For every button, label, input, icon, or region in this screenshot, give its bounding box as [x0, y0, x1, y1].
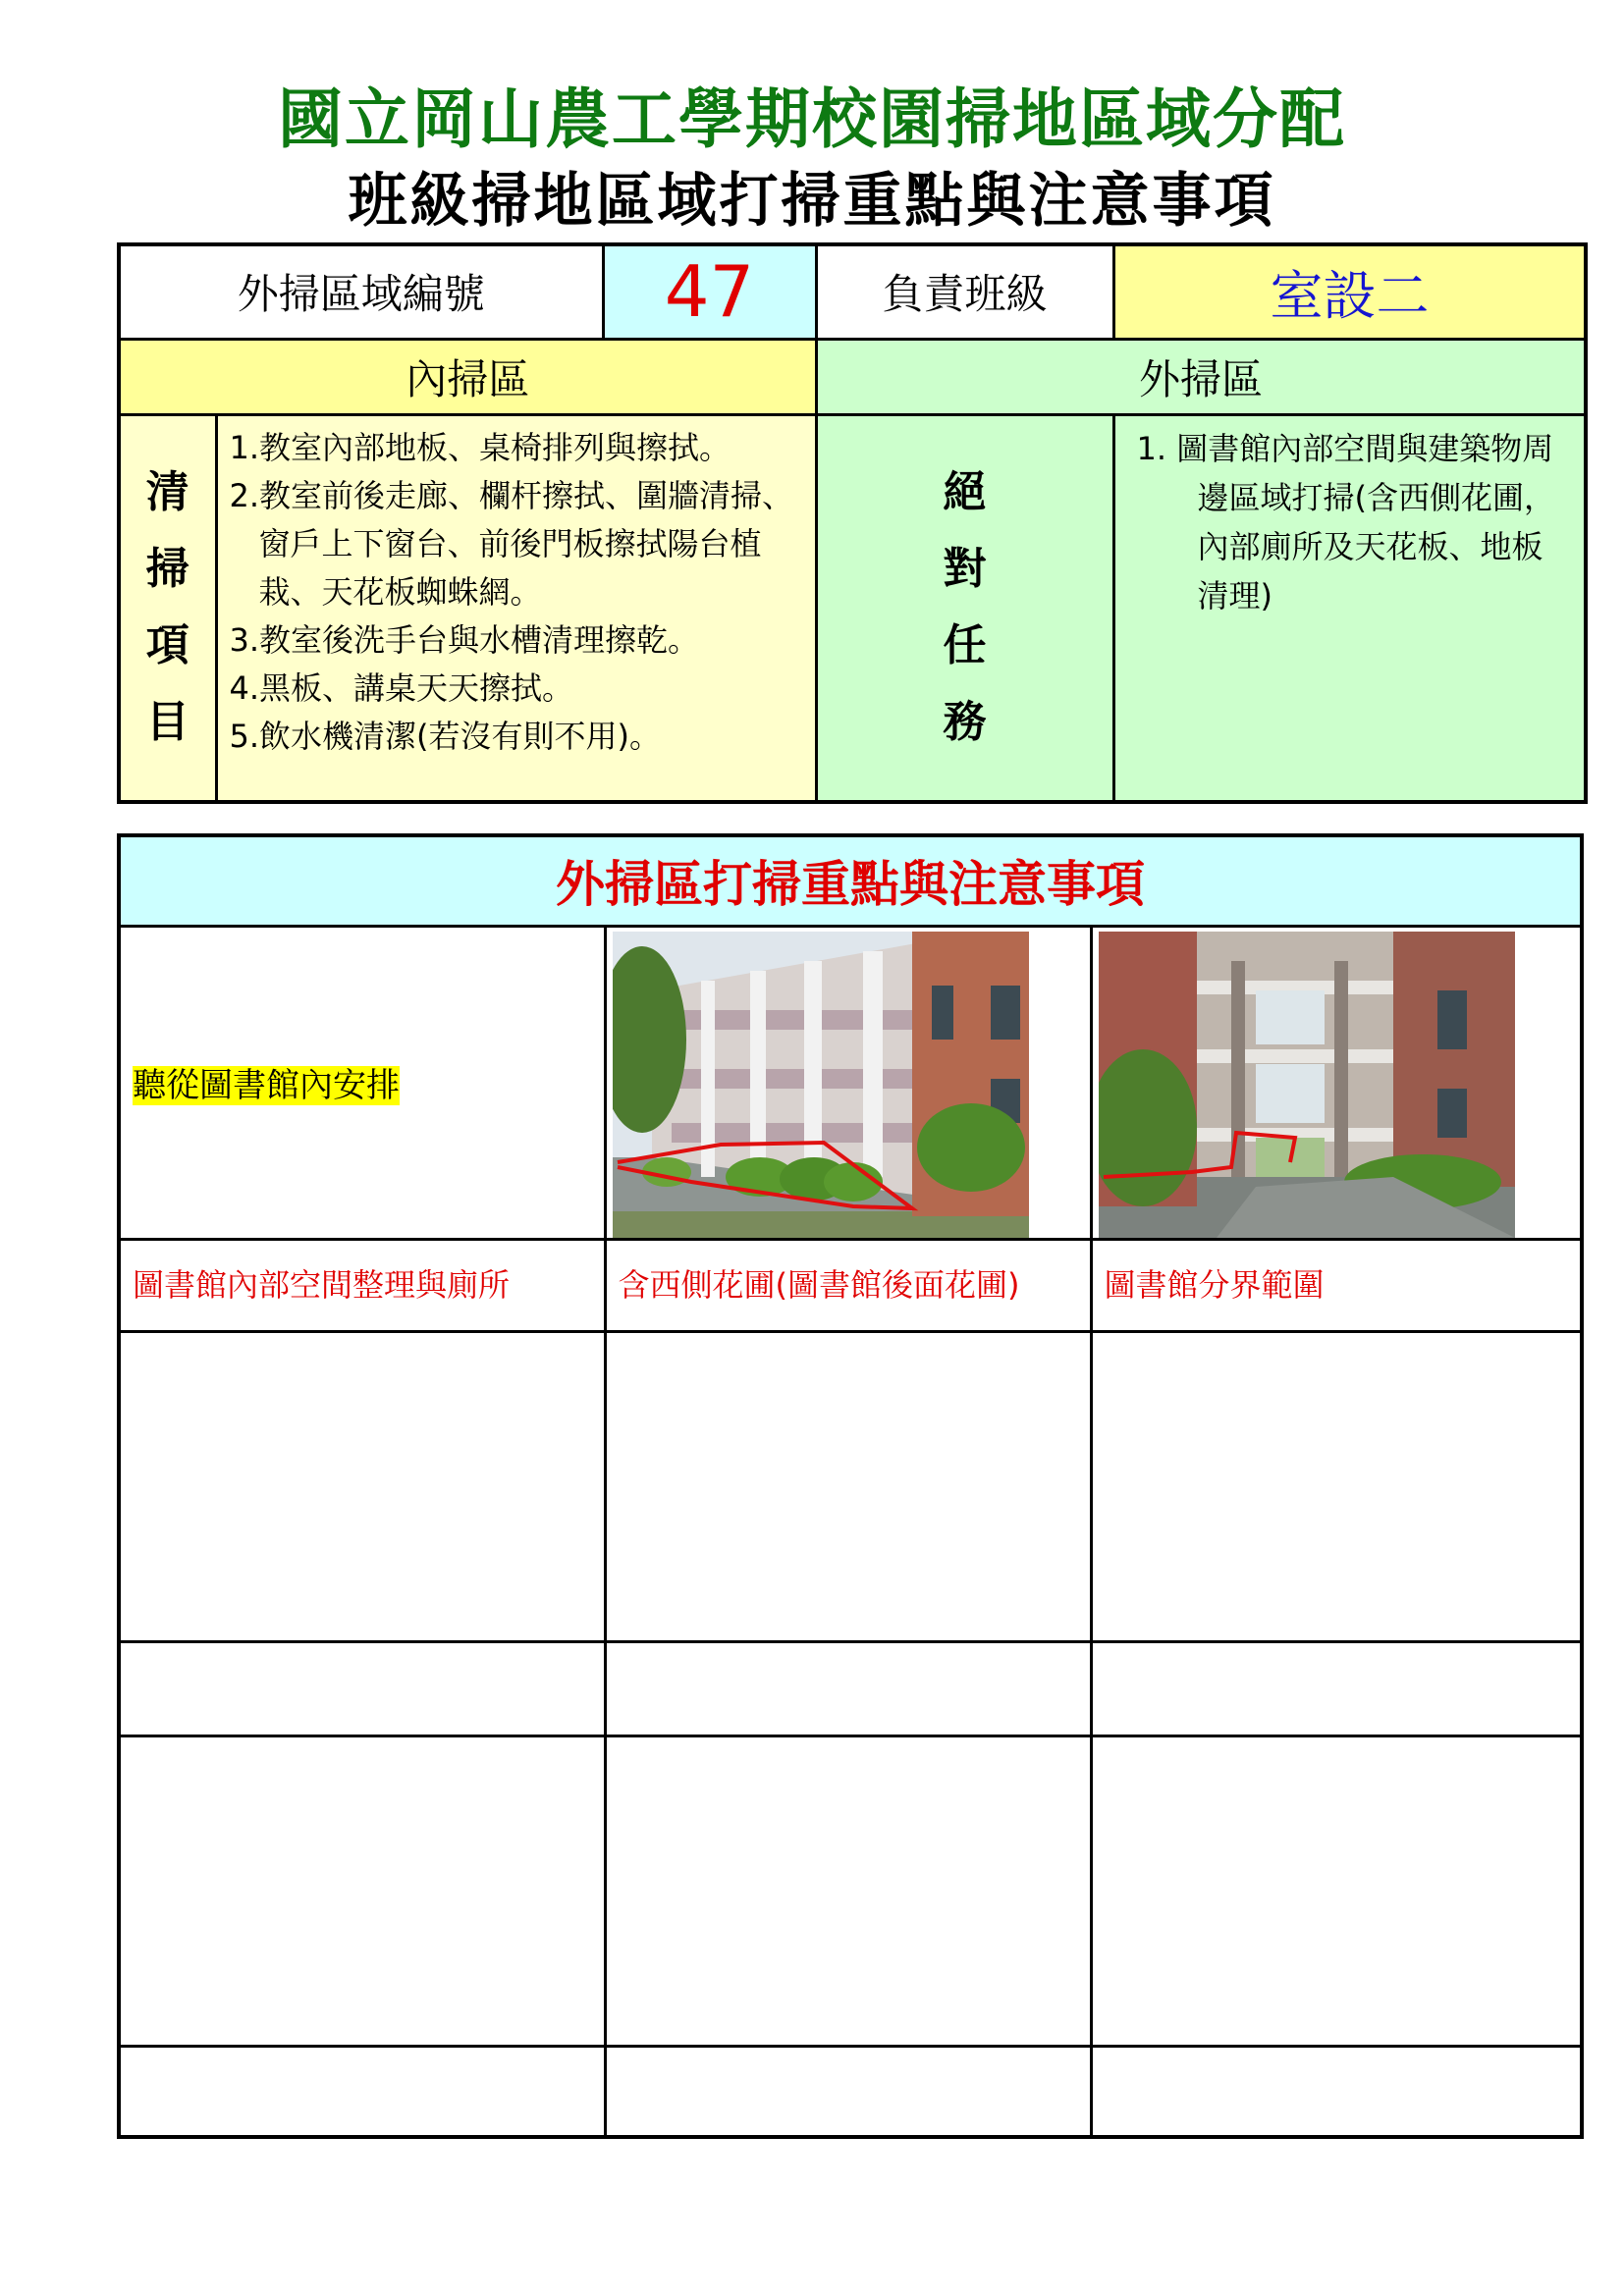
page-subtitle: 班級掃地區域打掃重點與注意事項 — [348, 167, 1276, 236]
empty-caption-cell — [1091, 2047, 1582, 2137]
photo-boundary — [1091, 926, 1582, 1239]
assignment-table — [117, 242, 1588, 804]
area-number-label: 外掃區域編號 — [119, 244, 603, 339]
caption-west-garden: 含西側花圃(圖書館後面花圃) — [605, 1239, 1091, 1331]
west-garden-photo — [613, 932, 1029, 1238]
empty-photo-cell — [1091, 1331, 1582, 1641]
instruction-note — [119, 926, 605, 1239]
empty-photo-cell — [119, 1736, 605, 2047]
page-title: 國立岡山農工學期校園掃地區域分配 — [278, 81, 1346, 157]
outer-task-list — [1113, 414, 1586, 802]
empty-caption-cell — [119, 1642, 605, 1736]
list-item: 5.飲水機清潔(若沒有則不用)。 — [229, 717, 662, 755]
class-name: 室設二 — [1113, 244, 1586, 339]
notes-table — [117, 833, 1584, 2139]
empty-caption-cell — [119, 2047, 605, 2137]
list-item: 2.教室前後走廊、欄杆擦拭、圍牆清掃、窗戶上下窗台、前後門板擦拭陽台植栽、天花板蜘蛛網。 — [229, 476, 794, 611]
highlighted-note: 聽從圖書館內安排 — [133, 1066, 400, 1106]
inner-area-header: 內掃區 — [119, 339, 816, 414]
outer-area-header: 外掃區 — [816, 339, 1586, 414]
empty-caption-cell — [605, 2047, 1091, 2137]
class-label: 負責班級 — [816, 244, 1113, 339]
boundary-photo — [1099, 932, 1515, 1238]
caption-interior: 圖書館內部空間整理與廁所 — [119, 1239, 605, 1331]
photo-west-garden — [605, 926, 1091, 1239]
empty-caption-cell — [605, 1642, 1091, 1736]
notes-section-title: 外掃區打掃重點與注意事項 — [119, 835, 1582, 926]
empty-photo-cell — [605, 1331, 1091, 1641]
list-item: 3.教室後洗手台與水槽清理擦乾。 — [229, 620, 700, 659]
list-item: 1. 圖書館內部空間與建築物周邊區域打掃(含西側花圃，內部廁所及天花板、地板清理) — [1136, 429, 1556, 614]
empty-caption-cell — [1091, 1642, 1582, 1736]
list-item: 1.教室內部地板、桌椅排列與擦拭。 — [229, 428, 731, 466]
mandatory-task-label: 絕 對 任 務 — [816, 414, 1113, 802]
area-number: 47 — [603, 244, 816, 339]
list-item: 4.黑板、講桌天天擦拭。 — [229, 668, 574, 707]
caption-boundary: 圖書館分界範圍 — [1091, 1239, 1582, 1331]
empty-photo-cell — [1091, 1736, 1582, 2047]
inner-cleaning-list — [216, 414, 816, 802]
empty-photo-cell — [605, 1736, 1091, 2047]
empty-photo-cell — [119, 1331, 605, 1641]
cleaning-items-label: 清 掃 項 目 — [119, 414, 216, 802]
